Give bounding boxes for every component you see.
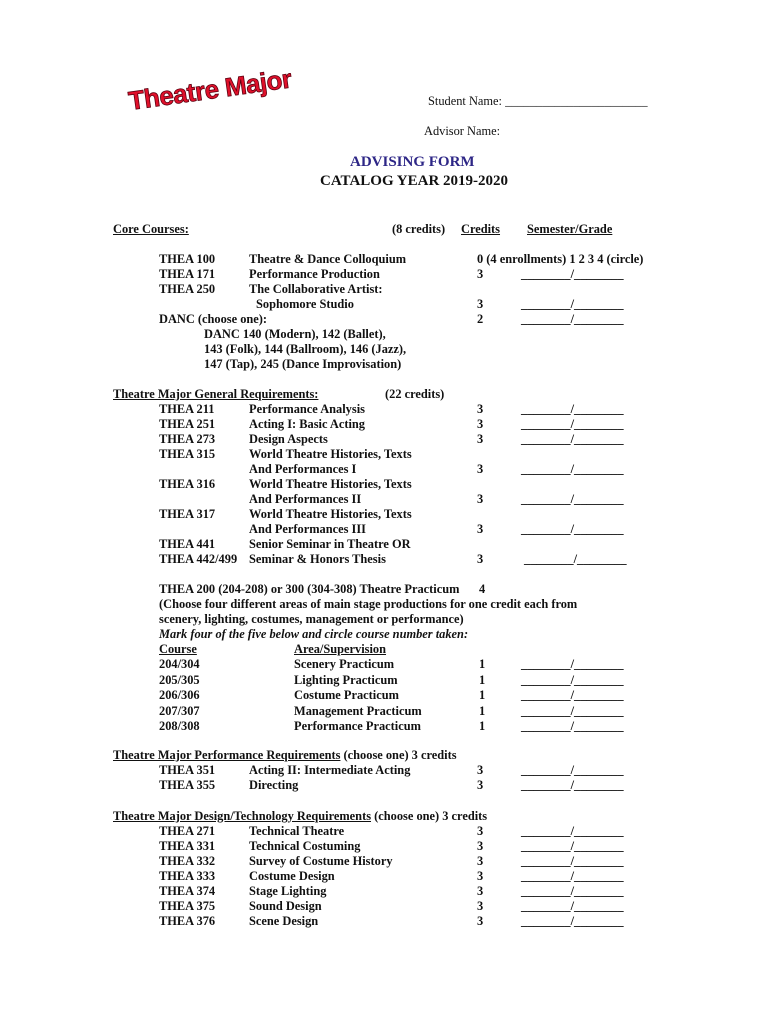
- course-credits: 3: [477, 884, 484, 898]
- semester-grade-blank[interactable]: ________/________: [521, 824, 624, 838]
- course-credits: 3: [477, 402, 484, 416]
- semester-grade-blank[interactable]: ________/________: [521, 297, 624, 311]
- course-title: World Theatre Histories, Texts: [249, 477, 412, 491]
- form-title: ADVISING FORM: [350, 154, 475, 170]
- course-title: Theatre & Dance Colloquium: [249, 252, 407, 266]
- course-credits: 3: [477, 267, 484, 281]
- course-title: Technical Theatre: [249, 824, 345, 838]
- practicum-course-number: 206/306: [159, 688, 200, 702]
- course-code: THEA 317: [159, 507, 216, 521]
- course-code: THEA 211: [159, 402, 215, 416]
- semester-grade-blank[interactable]: ________/________: [521, 402, 624, 416]
- course-title: Senior Seminar in Theatre OR: [249, 537, 411, 551]
- course-title: Design Aspects: [249, 432, 328, 446]
- semester-grade-blank[interactable]: ________/________: [521, 914, 624, 928]
- practicum-course-number: 205/305: [159, 672, 200, 687]
- semester-grade-blank[interactable]: ________/________: [521, 778, 624, 792]
- semester-grade-blank[interactable]: ________/________: [521, 899, 624, 913]
- practicum-description: THEA 200 (204-208) or 300 (304-308) Theatre Practicum: [159, 582, 460, 596]
- semester-grade-blank[interactable]: ________/________: [521, 839, 624, 853]
- course-code: THEA 171: [159, 267, 216, 281]
- course-title: And Performances II: [249, 492, 362, 506]
- advisor-name-field[interactable]: Advisor Name:: [424, 124, 501, 138]
- semester-grade-blank[interactable]: ________/________: [524, 552, 627, 566]
- course-title: Acting II: Intermediate Acting: [249, 763, 411, 777]
- course-credits: 3: [477, 899, 484, 913]
- course-title: And Performances I: [249, 462, 357, 476]
- course-title: Technical Costuming: [249, 839, 361, 853]
- area-supervision-column-header: Area/Supervision: [294, 642, 387, 656]
- course-credits: 3: [477, 854, 484, 868]
- credits-column-header: Credits: [461, 222, 501, 236]
- danc-options-line: 143 (Folk), 144 (Ballroom), 146 (Jazz),: [204, 342, 407, 356]
- theatre-major-logo: [124, 63, 294, 121]
- practicum-area: Management Practicum: [294, 703, 422, 718]
- course-credits: 3: [477, 492, 484, 506]
- semester-grade-blank[interactable]: ________/________: [521, 432, 624, 446]
- design-heading-suffix: (choose one) 3 credits: [371, 809, 488, 823]
- semester-grade-blank[interactable]: ________/________: [521, 884, 624, 898]
- course-title: Directing: [249, 778, 299, 792]
- danc-options-line: DANC 140 (Modern), 142 (Ballet),: [204, 327, 386, 341]
- course-credits: 3: [477, 914, 484, 928]
- course-code: THEA 374: [159, 884, 216, 898]
- course-title: World Theatre Histories, Texts: [249, 447, 412, 461]
- course-credits: 3: [477, 869, 484, 883]
- catalog-year: CATALOG YEAR 2019-2020: [320, 173, 509, 189]
- course-title: Performance Production: [249, 267, 380, 281]
- practicum-row-credits: 1: [479, 688, 486, 702]
- core-courses-heading: Core Courses:: [113, 222, 189, 236]
- course-title: Seminar & Honors Thesis: [249, 552, 386, 566]
- course-column-header: Course: [159, 642, 197, 656]
- practicum-row-credits: 1: [479, 703, 486, 718]
- practicum-course-number: 207/307: [159, 703, 200, 718]
- practicum-mark-instruction: Mark four of the five below and circle course number taken:: [159, 627, 469, 641]
- course-credits: 3: [477, 824, 484, 838]
- practicum-area: Costume Practicum: [294, 688, 399, 702]
- course-title: Stage Lighting: [249, 884, 327, 898]
- practicum-row-credits: 1: [479, 719, 486, 733]
- course-code: THEA 251: [159, 417, 216, 431]
- course-code: THEA 250: [159, 282, 216, 296]
- course-title: World Theatre Histories, Texts: [249, 507, 412, 521]
- student-name-field[interactable]: Student Name: _______________________: [428, 94, 648, 108]
- semester-grade-blank[interactable]: ________/________: [521, 703, 624, 718]
- design-heading-text: Theatre Major Design/Technology Requirements: [113, 809, 372, 823]
- practicum-instructions: scenery, lighting, costumes, management or performance): [159, 612, 464, 626]
- course-code: THEA 315: [159, 447, 216, 461]
- semester-grade-blank[interactable]: ________/________: [521, 522, 624, 536]
- semester-grade-blank[interactable]: ________/________: [521, 688, 624, 702]
- course-code: THEA 376: [159, 914, 216, 928]
- semester-grade-blank[interactable]: ________/________: [521, 462, 624, 476]
- practicum-area: Lighting Practicum: [294, 672, 398, 687]
- course-title: Costume Design: [249, 869, 335, 883]
- course-code: THEA 441: [159, 537, 216, 551]
- course-code: THEA 355: [159, 778, 216, 792]
- danc-semester-grade-blank[interactable]: ________/________: [521, 312, 624, 326]
- course-code: THEA 375: [159, 899, 216, 913]
- course-code: THEA 331: [159, 839, 216, 853]
- danc-credits: 2: [477, 312, 484, 326]
- course-title: Scene Design: [249, 914, 319, 928]
- practicum-course-number: 204/304: [159, 657, 200, 671]
- course-code: THEA 333: [159, 869, 216, 883]
- course-code: THEA 332: [159, 854, 216, 868]
- practicum-row-credits: 1: [479, 657, 486, 671]
- course-code: THEA 271: [159, 824, 216, 838]
- practicum-credits: 4: [479, 582, 486, 596]
- practicum-area: Performance Practicum: [294, 719, 421, 733]
- course-credits: 3: [477, 778, 484, 792]
- performance-heading-text: Theatre Major Performance Requirements: [113, 748, 341, 762]
- semester-grade-blank[interactable]: ________/________: [521, 267, 624, 281]
- course-credits: 3: [477, 552, 484, 566]
- course-credits: 3: [477, 417, 484, 431]
- practicum-instructions: (Choose four different areas of main stage productions for one credit each from: [159, 597, 578, 611]
- semester-grade-blank[interactable]: ________/________: [521, 763, 624, 777]
- semester-grade-blank[interactable]: ________/________: [521, 417, 624, 431]
- semester-grade-blank[interactable]: ________/________: [521, 854, 624, 868]
- semester-grade-blank[interactable]: ________/________: [521, 657, 624, 671]
- course-title: And Performances III: [249, 522, 367, 536]
- course-code: THEA 351: [159, 763, 216, 777]
- design-technology-requirements-heading: [113, 809, 487, 824]
- course-credits: 0 (4 enrollments) 1 2 3 4 (circle): [477, 252, 644, 266]
- course-title: The Collaborative Artist:: [249, 282, 383, 296]
- course-credits: 3: [477, 297, 484, 311]
- course-title: Sound Design: [249, 899, 322, 913]
- course-code: THEA 442/499: [159, 552, 238, 566]
- course-credits: 3: [477, 432, 484, 446]
- semester-grade-blank[interactable]: ________/________: [521, 672, 624, 687]
- course-title: Performance Analysis: [249, 402, 365, 416]
- course-title: Survey of Costume History: [249, 854, 393, 868]
- semester-grade-blank[interactable]: ________/________: [521, 719, 624, 733]
- course-credits: 3: [477, 522, 484, 536]
- performance-heading-suffix: (choose one) 3 credits: [340, 748, 457, 762]
- semester-grade-blank[interactable]: ________/________: [521, 492, 624, 506]
- danc-options-line: 147 (Tap), 245 (Dance Improvisation): [204, 357, 402, 371]
- course-code: THEA 100: [159, 252, 216, 266]
- course-credits: 3: [477, 763, 484, 777]
- general-credits-total: (22 credits): [385, 387, 445, 401]
- course-code: THEA 273: [159, 432, 216, 446]
- course-credits: 3: [477, 839, 484, 853]
- practicum-row-credits: 1: [479, 672, 486, 687]
- course-credits: 3: [477, 462, 484, 476]
- course-title: Acting I: Basic Acting: [249, 417, 365, 431]
- general-requirements-heading: Theatre Major General Requirements:: [113, 387, 319, 401]
- practicum-course-number: 208/308: [159, 719, 200, 733]
- performance-requirements-heading: [113, 748, 457, 763]
- practicum-area: Scenery Practicum: [294, 657, 395, 671]
- course-title: Sophomore Studio: [256, 297, 354, 311]
- semester-grade-column-header: Semester/Grade: [527, 222, 613, 236]
- svg-text:Theatre Major: Theatre Major: [126, 63, 294, 116]
- course-code: THEA 316: [159, 477, 216, 491]
- core-credits-total: (8 credits): [392, 222, 446, 236]
- danc-choose-label: DANC (choose one):: [159, 312, 268, 326]
- semester-grade-blank[interactable]: ________/________: [521, 869, 624, 883]
